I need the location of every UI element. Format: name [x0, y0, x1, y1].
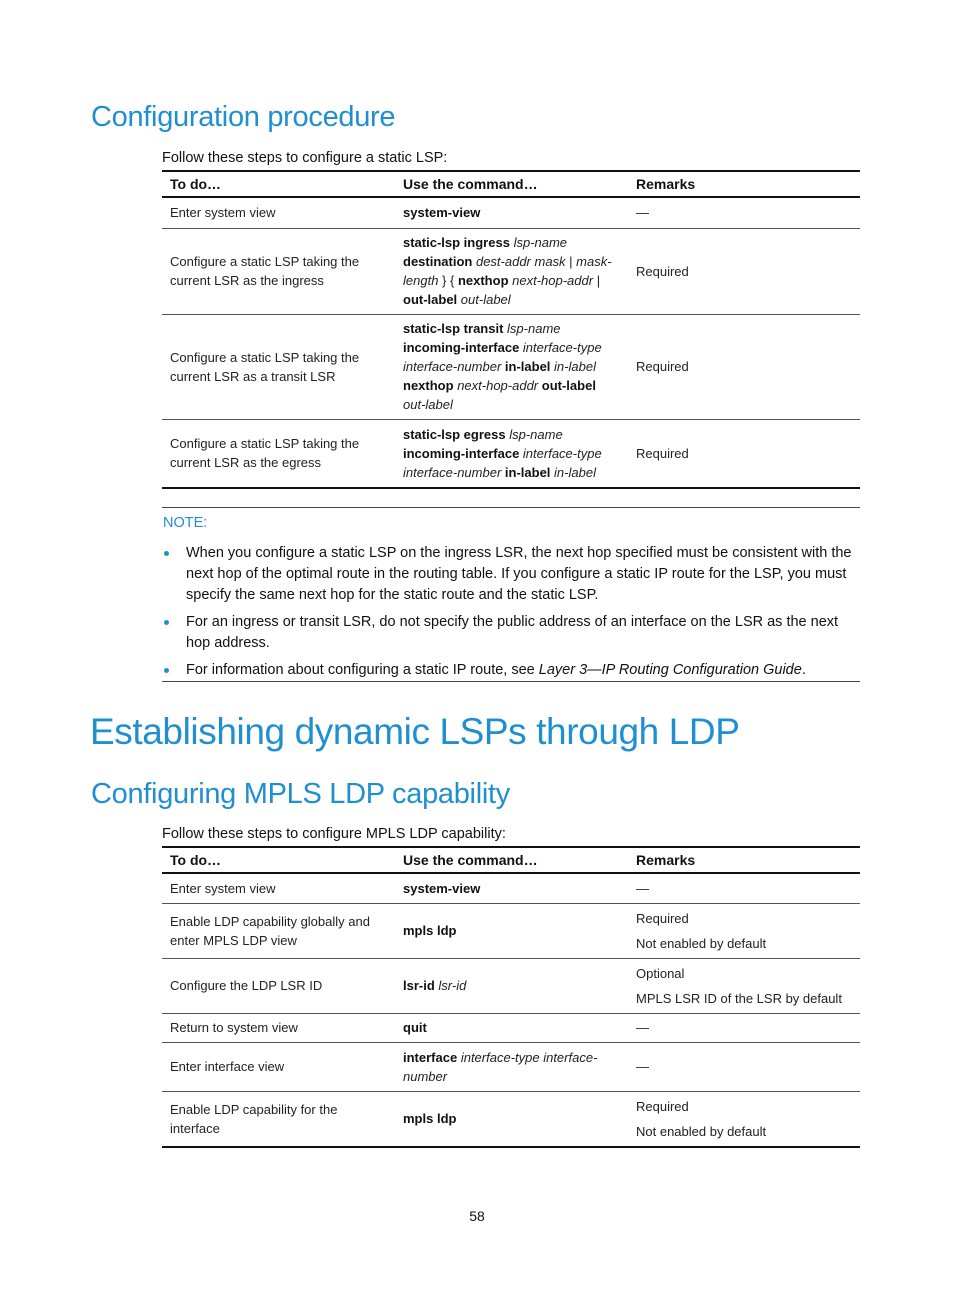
command-keyword: quit: [403, 1020, 427, 1035]
table-row: [162, 1091, 860, 1147]
table-header-row: [162, 171, 860, 197]
command-argument: in-label: [554, 464, 596, 480]
header-todo: To do…: [162, 171, 395, 197]
header-remarks: Remarks: [628, 847, 860, 873]
header-command: Use the command…: [395, 171, 628, 197]
command-keyword: nexthop: [403, 378, 454, 393]
command-keyword: in-label: [504, 464, 551, 480]
command-cell: [395, 873, 628, 903]
remark-line: Required: [636, 910, 689, 926]
header-command: Use the command…: [395, 847, 628, 873]
command-keyword: incoming-interface: [403, 445, 520, 461]
note-text: When you configure a static LSP on the ingress LSR, the next hop specified must be consistent with the next hop of the optimal route in the routing table. If you configure a static IP route for the LSP, you must specify the same next hop for the static route and the static LSP.: [186, 545, 852, 603]
command-separator: |: [593, 273, 601, 288]
table-row: [162, 1013, 860, 1042]
command-keyword: out-label: [541, 378, 596, 393]
command-cell: [395, 1091, 628, 1147]
command-argument: lsp-name: [509, 426, 563, 442]
command-keyword: in-label: [504, 359, 551, 374]
command-argument: next-hop-addr: [512, 273, 594, 288]
command-keyword: nexthop: [457, 273, 509, 288]
remarks-cell: [628, 1091, 860, 1147]
command-argument: interface-type interface-number: [403, 445, 602, 480]
command-argument: out-label: [403, 397, 453, 412]
todo-cell: Enter interface view: [162, 1042, 395, 1091]
command-cell: [395, 903, 628, 958]
todo-cell: Enable LDP capability for the interface: [162, 1091, 395, 1147]
todo-cell: Configure the LDP LSR ID: [162, 958, 395, 1013]
guide-reference: Layer 3—IP Routing Configuration Guide: [538, 662, 802, 678]
remark-line: Optional: [636, 965, 685, 981]
section-title: Configuration procedure: [91, 101, 396, 133]
command-keyword: mpls ldp: [403, 1111, 457, 1127]
note-text: For an ingress or transit LSR, do not specify the public address of an interface on the LSR as the next hop address.: [186, 614, 839, 651]
todo-cell: Enable LDP capability globally and enter MPLS LDP view: [162, 903, 395, 958]
remark-line: —: [636, 1020, 649, 1035]
command-cell: [395, 1042, 628, 1091]
command-separator: } {: [438, 273, 458, 288]
note-title: NOTE:: [163, 515, 208, 531]
header-remarks: Remarks: [628, 171, 860, 197]
command-cell: [395, 228, 628, 314]
remark-line: MPLS LSR ID of the LSR by default: [636, 990, 842, 1006]
remarks-cell: [628, 958, 860, 1013]
table-row: [162, 1042, 860, 1091]
page-number: 58: [469, 1208, 485, 1224]
command-keyword: incoming-interface: [403, 340, 520, 355]
section-intro: Follow these steps to configure MPLS LDP capability:: [162, 826, 506, 842]
table-row: [162, 197, 860, 228]
remark-line: —: [636, 1059, 649, 1074]
command-argument: lsp-name: [507, 321, 561, 336]
remark-line: Required: [636, 445, 689, 461]
note-text-suffix: .: [801, 662, 806, 678]
todo-cell: Configure a static LSP taking the current LSR as a transit LSR: [162, 314, 395, 419]
command-argument: lsr-id: [438, 978, 467, 993]
command-cell: [395, 197, 628, 228]
todo-cell: Configure a static LSP taking the current LSR as the ingress: [162, 228, 395, 314]
remark-line: Not enabled by default: [636, 1123, 767, 1139]
note-item: [162, 660, 860, 681]
bullet-icon: [164, 668, 169, 673]
table-row: [162, 419, 860, 488]
remark-line: Required: [636, 263, 689, 279]
remark-line: Required: [636, 1098, 689, 1114]
command-argument: out-label: [460, 292, 511, 307]
command-argument: interface-type interface-number: [403, 340, 602, 374]
command-argument: lsp-name: [513, 235, 568, 250]
command-keyword: static-lsp transit: [403, 321, 504, 336]
command-argument: in-label: [554, 359, 596, 374]
command-keyword: interface: [403, 1049, 458, 1065]
command-cell: [395, 419, 628, 488]
command-cell: [395, 958, 628, 1013]
note-text-prefix: For information about configuring a static IP route, see: [186, 662, 539, 678]
remarks-cell: [628, 1013, 860, 1042]
remark-line: Not enabled by default: [636, 935, 767, 951]
note-item: [162, 543, 860, 606]
ldp-command-table: [162, 846, 860, 1148]
chapter-title: Establishing dynamic LSPs through LDP: [90, 711, 740, 752]
todo-cell: Return to system view: [162, 1013, 395, 1042]
command-keyword: lsr-id: [403, 978, 435, 993]
remarks-cell: [628, 903, 860, 958]
todo-cell: Enter system view: [162, 197, 395, 228]
command-keyword: out-label: [403, 292, 458, 307]
command-keyword: system-view: [403, 880, 481, 896]
remarks-cell: [628, 314, 860, 419]
table-row: [162, 228, 860, 314]
command-keyword: static-lsp ingress: [403, 235, 510, 250]
command-keyword: system-view: [403, 205, 481, 221]
todo-cell: Enter system view: [162, 873, 395, 903]
table-row: [162, 903, 860, 958]
command-keyword: static-lsp egress: [403, 426, 506, 442]
command-argument: interface-type interface-number: [403, 1049, 598, 1084]
command-keyword: mpls ldp: [403, 923, 457, 938]
command-cell: [395, 314, 628, 419]
command-cell: [395, 1013, 628, 1042]
command-argument: mask-length: [403, 254, 612, 288]
remark-line: Required: [636, 359, 689, 374]
remarks-cell: [628, 228, 860, 314]
note-list: [162, 543, 860, 687]
command-argument: dest-addr mask: [475, 254, 566, 269]
bullet-icon: [164, 551, 169, 556]
note-item: [162, 612, 860, 654]
remarks-cell: [628, 197, 860, 228]
remarks-cell: [628, 419, 860, 488]
section-title: Configuring MPLS LDP capability: [91, 778, 510, 810]
command-separator: |: [565, 254, 577, 269]
remarks-cell: [628, 1042, 860, 1091]
remark-line: —: [636, 880, 649, 896]
header-todo: To do…: [162, 847, 395, 873]
table-row: [162, 873, 860, 903]
static-lsp-command-table: [162, 170, 860, 489]
section-intro: Follow these steps to configure a static LSP:: [162, 150, 448, 166]
table-row: [162, 314, 860, 419]
todo-cell: Configure a static LSP taking the current LSR as the egress: [162, 419, 395, 488]
command-keyword: destination: [403, 254, 473, 269]
bullet-icon: [164, 620, 169, 625]
table-header-row: [162, 847, 860, 873]
remarks-cell: [628, 873, 860, 903]
command-argument: next-hop-addr: [457, 378, 539, 393]
table-row: [162, 958, 860, 1013]
remark-line: —: [636, 205, 649, 221]
note-box: [162, 507, 860, 682]
